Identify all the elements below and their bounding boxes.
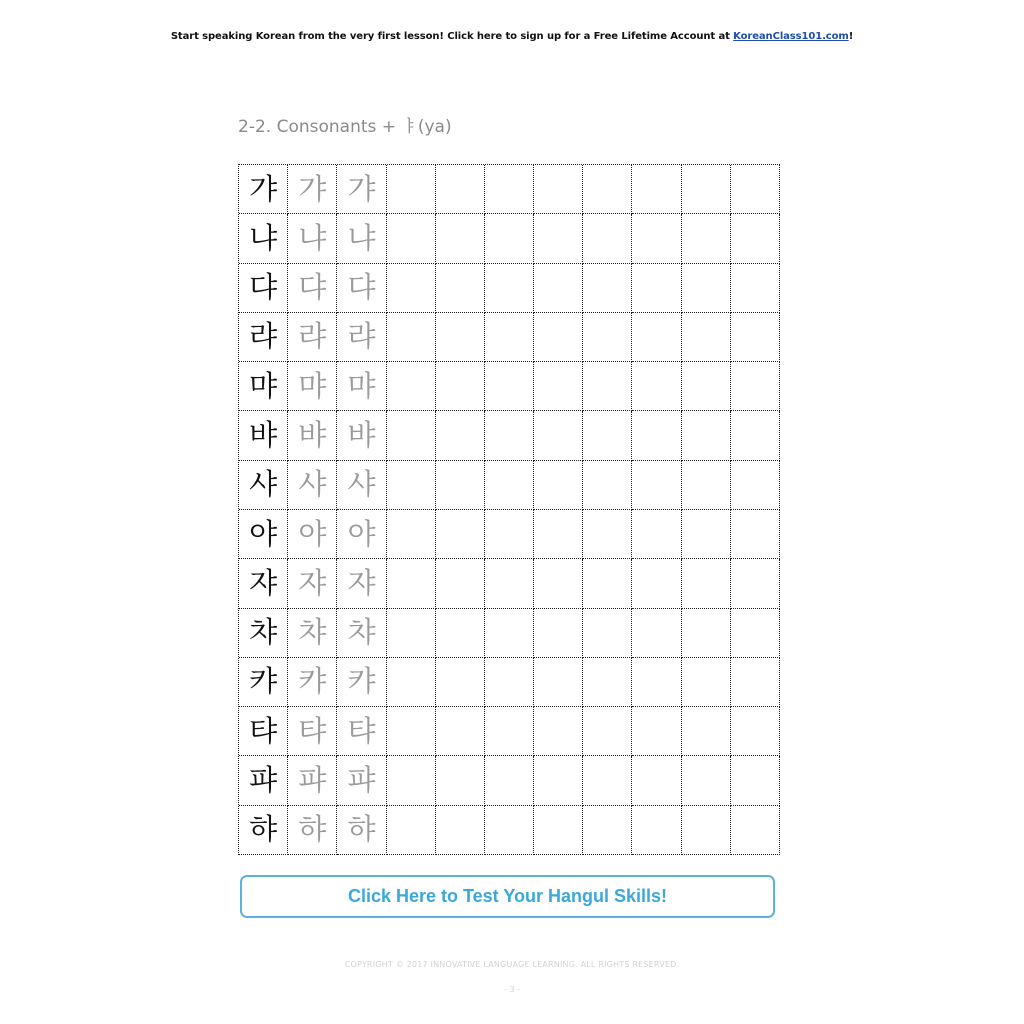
practice-cell[interactable] — [583, 559, 632, 608]
model-syllable: 쟈 — [239, 559, 288, 608]
practice-cell[interactable] — [534, 806, 583, 855]
practice-cell[interactable] — [632, 264, 681, 313]
model-syllable: 캬 — [239, 658, 288, 707]
model-syllable: 냐 — [239, 214, 288, 263]
practice-cell[interactable] — [534, 411, 583, 460]
practice-cell[interactable] — [534, 707, 583, 756]
trace-syllable: 갸 — [288, 165, 337, 214]
practice-cell[interactable] — [534, 165, 583, 214]
practice-grid — [238, 164, 780, 855]
model-syllable: 먀 — [239, 362, 288, 411]
copyright-notice: COPYRIGHT © 2017 INNOVATIVE LANGUAGE LEARNING. ALL RIGHTS RESERVED. — [344, 960, 680, 969]
practice-cell[interactable] — [682, 609, 731, 658]
practice-cell[interactable] — [583, 756, 632, 805]
practice-cell[interactable] — [534, 510, 583, 559]
practice-cell[interactable] — [583, 461, 632, 510]
practice-cell[interactable] — [632, 707, 681, 756]
practice-cell[interactable] — [682, 362, 731, 411]
practice-cell[interactable] — [534, 313, 583, 362]
practice-cell[interactable] — [632, 411, 681, 460]
practice-cell[interactable] — [632, 658, 681, 707]
trace-syllable: 뱌 — [288, 411, 337, 460]
practice-cell[interactable] — [731, 313, 780, 362]
practice-cell[interactable] — [731, 756, 780, 805]
practice-cell[interactable] — [534, 559, 583, 608]
practice-cell[interactable] — [485, 411, 534, 460]
practice-cell[interactable] — [682, 165, 731, 214]
practice-cell[interactable] — [387, 756, 436, 805]
practice-cell[interactable] — [682, 756, 731, 805]
model-syllable: 갸 — [239, 165, 288, 214]
practice-cell[interactable] — [731, 165, 780, 214]
practice-cell[interactable] — [387, 214, 436, 263]
model-syllable: 랴 — [239, 313, 288, 362]
trace-syllable: 캬 — [337, 658, 386, 707]
model-syllable: 탸 — [239, 707, 288, 756]
practice-cell[interactable] — [436, 510, 485, 559]
promo-suffix: ! — [848, 31, 854, 42]
trace-syllable: 탸 — [337, 707, 386, 756]
trace-syllable: 야 — [288, 510, 337, 559]
practice-cell[interactable] — [731, 707, 780, 756]
practice-cell[interactable] — [534, 214, 583, 263]
model-syllable: 샤 — [239, 461, 288, 510]
practice-cell[interactable] — [485, 658, 534, 707]
practice-cell[interactable] — [682, 707, 731, 756]
practice-cell[interactable] — [485, 806, 534, 855]
practice-cell[interactable] — [436, 165, 485, 214]
practice-cell[interactable] — [485, 609, 534, 658]
practice-cell[interactable] — [485, 559, 534, 608]
practice-cell[interactable] — [387, 165, 436, 214]
practice-cell[interactable] — [731, 461, 780, 510]
page-number: - 3 - — [504, 985, 520, 994]
practice-cell[interactable] — [387, 609, 436, 658]
practice-cell[interactable] — [632, 609, 681, 658]
practice-cell[interactable] — [387, 362, 436, 411]
practice-cell[interactable] — [583, 510, 632, 559]
practice-cell[interactable] — [583, 264, 632, 313]
practice-cell[interactable] — [731, 510, 780, 559]
practice-cell[interactable] — [485, 264, 534, 313]
practice-cell[interactable] — [632, 165, 681, 214]
practice-cell[interactable] — [485, 461, 534, 510]
trace-syllable: 댜 — [288, 264, 337, 313]
practice-cell[interactable] — [534, 756, 583, 805]
test-hangul-skills-button[interactable]: Click Here to Test Your Hangul Skills! — [240, 875, 775, 918]
trace-syllable: 탸 — [288, 707, 337, 756]
practice-cell[interactable] — [387, 658, 436, 707]
model-syllable: 댜 — [239, 264, 288, 313]
practice-cell[interactable] — [436, 362, 485, 411]
practice-cell[interactable] — [436, 214, 485, 263]
practice-cell[interactable] — [387, 313, 436, 362]
practice-cell[interactable] — [731, 658, 780, 707]
practice-cell[interactable] — [436, 609, 485, 658]
practice-cell[interactable] — [387, 461, 436, 510]
practice-cell[interactable] — [436, 658, 485, 707]
practice-cell[interactable] — [583, 165, 632, 214]
model-syllable: 챠 — [239, 609, 288, 658]
practice-cell[interactable] — [387, 806, 436, 855]
practice-cell[interactable] — [387, 411, 436, 460]
trace-syllable: 챠 — [337, 609, 386, 658]
model-syllable: 퍄 — [239, 756, 288, 805]
practice-cell[interactable] — [632, 214, 681, 263]
practice-cell[interactable] — [534, 658, 583, 707]
practice-cell[interactable] — [436, 313, 485, 362]
practice-cell[interactable] — [682, 264, 731, 313]
practice-cell[interactable] — [485, 756, 534, 805]
trace-syllable: 냐 — [337, 214, 386, 263]
trace-syllable: 햐 — [288, 806, 337, 855]
practice-cell[interactable] — [583, 609, 632, 658]
practice-cell[interactable] — [387, 510, 436, 559]
practice-cell[interactable] — [632, 806, 681, 855]
trace-syllable: 먀 — [288, 362, 337, 411]
trace-syllable: 뱌 — [337, 411, 386, 460]
practice-cell[interactable] — [583, 362, 632, 411]
practice-cell[interactable] — [534, 264, 583, 313]
practice-cell[interactable] — [583, 214, 632, 263]
practice-cell[interactable] — [731, 214, 780, 263]
practice-cell[interactable] — [731, 362, 780, 411]
practice-cell[interactable] — [632, 756, 681, 805]
trace-syllable: 랴 — [288, 313, 337, 362]
practice-cell[interactable] — [436, 264, 485, 313]
trace-syllable: 퍄 — [337, 756, 386, 805]
practice-cell[interactable] — [731, 559, 780, 608]
practice-cell[interactable] — [387, 559, 436, 608]
promo-text: Start speaking Korean from the very first lesson! Click here to sign up for a Free Lifetime Account at — [170, 31, 734, 42]
practice-cell[interactable] — [436, 806, 485, 855]
practice-cell[interactable] — [632, 559, 681, 608]
practice-cell[interactable] — [682, 461, 731, 510]
trace-syllable: 샤 — [288, 461, 337, 510]
practice-cell[interactable] — [731, 806, 780, 855]
practice-cell[interactable] — [682, 411, 731, 460]
practice-cell[interactable] — [583, 313, 632, 362]
practice-cell[interactable] — [485, 313, 534, 362]
trace-syllable: 냐 — [288, 214, 337, 263]
trace-syllable: 댜 — [337, 264, 386, 313]
practice-cell[interactable] — [583, 707, 632, 756]
practice-cell[interactable] — [682, 510, 731, 559]
practice-cell[interactable] — [682, 559, 731, 608]
section-title: 2-2. Consonants + ㅑ(ya) — [238, 117, 452, 137]
practice-cell[interactable] — [485, 165, 534, 214]
practice-cell[interactable] — [387, 707, 436, 756]
practice-cell[interactable] — [436, 756, 485, 805]
trace-syllable: 쟈 — [288, 559, 337, 608]
practice-cell[interactable] — [632, 362, 681, 411]
model-syllable: 뱌 — [239, 411, 288, 460]
practice-cell[interactable] — [436, 707, 485, 756]
practice-cell[interactable] — [731, 264, 780, 313]
trace-syllable: 햐 — [337, 806, 386, 855]
trace-syllable: 먀 — [337, 362, 386, 411]
practice-cell[interactable] — [583, 411, 632, 460]
practice-cell[interactable] — [436, 461, 485, 510]
practice-cell[interactable] — [682, 313, 731, 362]
practice-cell[interactable] — [632, 313, 681, 362]
practice-cell[interactable] — [632, 461, 681, 510]
practice-cell[interactable] — [485, 362, 534, 411]
trace-syllable: 샤 — [337, 461, 386, 510]
practice-cell[interactable] — [682, 214, 731, 263]
promo-banner — [0, 31, 1024, 42]
practice-cell[interactable] — [534, 362, 583, 411]
practice-cell[interactable] — [682, 806, 731, 855]
practice-cell[interactable] — [731, 411, 780, 460]
practice-cell[interactable] — [387, 264, 436, 313]
practice-cell[interactable] — [534, 461, 583, 510]
practice-cell[interactable] — [436, 559, 485, 608]
practice-cell[interactable] — [583, 806, 632, 855]
trace-syllable: 쟈 — [337, 559, 386, 608]
model-syllable: 햐 — [239, 806, 288, 855]
practice-cell[interactable] — [485, 214, 534, 263]
practice-cell[interactable] — [682, 658, 731, 707]
practice-cell[interactable] — [436, 411, 485, 460]
trace-syllable: 랴 — [337, 313, 386, 362]
trace-syllable: 챠 — [288, 609, 337, 658]
koreanclass101-link[interactable]: KoreanClass101.com — [733, 31, 849, 42]
trace-syllable: 캬 — [288, 658, 337, 707]
practice-cell[interactable] — [583, 658, 632, 707]
trace-syllable: 야 — [337, 510, 386, 559]
practice-cell[interactable] — [485, 510, 534, 559]
practice-cell[interactable] — [485, 707, 534, 756]
practice-cell[interactable] — [534, 609, 583, 658]
model-syllable: 야 — [239, 510, 288, 559]
trace-syllable: 퍄 — [288, 756, 337, 805]
practice-cell[interactable] — [632, 510, 681, 559]
trace-syllable: 갸 — [337, 165, 386, 214]
practice-cell[interactable] — [731, 609, 780, 658]
